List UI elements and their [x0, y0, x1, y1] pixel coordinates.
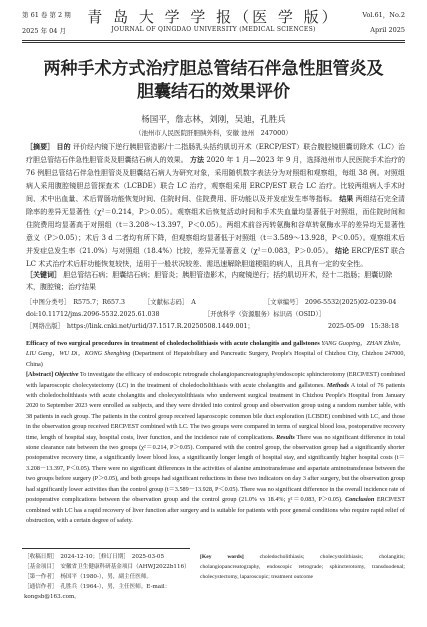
journal-title-cn: 青 岛 大 学 学 报（医 学 版） — [87, 8, 340, 26]
en-conclusion: ERCP/EST combined with LC has a rapid recovery of liver function after surgery and is suitable for patients with poor general conditions who require rapid relief of obstruction, with a certain degree of safety. — [26, 496, 406, 524]
title-line-1: 两种手术方式治疗胆总管结石伴急性胆管炎及 — [43, 59, 384, 79]
results-label: 结果 — [339, 195, 354, 203]
keywords-en: [Key words] choledocholithiasis; cholecystolithiasis; cholangitis; cholangiopancreatography, endoscopic retrograde; sphincterotomy, transduodenal; cholecystectomy, laparoscopic; treatment outcome — [200, 554, 405, 580]
en-authors: YANG Guoping，ZHAN Zhilin，LIU Gang，WU Di，KONG Shengbing — [26, 340, 405, 358]
abstract-en: Efficacy of two surgical procedures in treatment of choledocholithiasis with acute cholangitis and gallstones YANG Guoping，ZHAN Zhilin，LIU Gang，WU Di，KONG Shengbing (Department of Hepatobiliary and Pancreatic Surgery, People's Hospital of Chizhou City, Chizhou 247000, China) [Abstract] Objective To investigate the efficacy of endoscopic retrograde cholangiopancreatography/endoscopic sphincterotomy (ERCP/EST) combined with laparoscopic cholecystectomy (LC) in the treatment of choledocholithiasis with acute cholangitis and gallstones. Methods A total of 76 patients with choledocholithiasis with acute cholangitis and cholecystolithiasis who underwent surgical treatment in Chizhou People's Hospital from January 2020 to September 2023 were enrolled as subjects, and they were divided into control group and observation group using a random number table, with 38 patients in each group. The patients in the control group received laparoscopic common bile duct exploration (LCBDE) combined with LC, and those in the observation group received ERCP/EST combined with LC. The two groups were compared in terms of surgical blood loss, postoperative recovery time, length of hospital stay, hospital costs, liver function, and the incidence rate of complications. Results There was no significant difference in total stone clearance rate between the two groups (χ²＝0.214, P＞0.05). Compared with the control group, the observation group had a significantly shorter postoperative recovery time, a significantly lower blood loss, a significantly longer length of hospital stay, and significantly higher hospital costs (t＝3.208－13.397, P＜0.05). There were no significant differences in the activities of alanine aminotransferase and aspartate aminotransferase between the two groups before surgery (P＞0.05), and both groups had significant reductions in these two indicators on day 3 after surgery, but the observation group had significantly lower activities than the control group (t＝3.589－13.928, P＜0.05). There was no significant difference in the overall incidence rate of postoperative complications between the observation group and the control group (21.0% vs 18.4%; χ²＝0.083, P＞0.05). Conclusion ERCP/EST combined with LC has a rapid recovery of liver function after surgery and is suitable for patients with poor general conditions who require rapid relief of obstruction, with a certain degree of safety. — [26, 340, 406, 524]
keywords-cn — [26, 269, 405, 293]
first-author: ［第一作者］ 杨国平（1980-），男，副主任医师。 — [24, 574, 152, 580]
en-keywords: choledocholithiasis; cholecystolithiasis; cholangitis; cholangiopancreatography, endoscopic retrograde; sphincterotomy, transduodenal; cholecystectomy, laparoscopic; treatment outcome — [200, 554, 405, 580]
en-results: There was no significant difference in total stone clearance rate between the two groups (χ²＝0.214, P＞0.05). Compared with the control group, the observation group had a significantly shorter postoperative recovery time, a significantly lower blood loss, a significantly longer length of hospital stay, and significantly higher hospital costs (t＝3.208－13.397, P＜0.05). There were no significant differences in the activities of alanine aminotransferase and aspartate aminotransferase between the two groups before surgery (P＞0.05), and both groups had significant reductions in these two indicators on day 3 after surgery, but the observation group had significantly lower activities than the control group (t＝3.589－13.928, P＜0.05). There was no significant difference in the overall incidence rate of postoperative complications between the observation group and the control group (21.0% vs 18.4%; χ²＝0.083, P＞0.05). — [26, 433, 405, 504]
header-rule-thin — [22, 42, 405, 43]
keywords-label: ［关键词］ — [26, 270, 61, 279]
article-meta — [26, 297, 405, 333]
abstract-cn — [26, 141, 405, 271]
methods-text: 2020 年 1 月—2023 年 9 月，选择池州市人民医院手术治疗的 76 例胆总管结石伴急性胆管炎及胆囊结石病人为研究对象，采用随机数字表法分为对照组和观察组，每组 38 例。对照组病人采用腹腔镜胆总管探查术（LCBDE）联合 LC 治疗，观察组采用 ERCP/EST 联合 LC 治疗。比较两组病人手术时间、术中出血量、术后胃肠功能恢复时间、住院时间、住院费用、肝功能以及并发症发生率等指标。 — [26, 156, 406, 203]
methods-label: 方法 — [190, 156, 205, 164]
article-number: ［文章编号］ 2096-5532(2025)02-0239-04 — [264, 299, 397, 306]
en-objective: To investigate the efficacy of endoscopic retrograde cholangiopancreatography/endoscopic sphincterotomy (ERCP/EST) combined with laparoscopic cholecystectomy (LC) in the treatment of choledocholithiasis with acute cholangitis and gallstones. — [26, 371, 406, 389]
osid-label: ［开放科学（资源服务）标识码（OSID）］ — [204, 311, 325, 318]
en-methods: A total of 76 patients with choledocholithiasis with acute cholangitis and cholecystolithiasis who underwent surgical treatment in Chizhou People's Hospital from January 2020 to September 2023 were enrolled as subjects, and they were divided into control group and observation group using a random number table, with 38 patients in each group. The patients in the control group received laparoscopic common bile duct exploration (LCBDE) combined with LC, and those in the observation group received ERCP/EST combined with LC. The two groups were compared in terms of surgical blood loss, postoperative recovery time, length of hospital stay, hospital costs, liver function, and the incidence rate of complications. — [26, 381, 405, 441]
document-code: ［文献标志码］ A — [144, 299, 196, 306]
received-date: ［收稿日期］ 2024-12-10；［修订日期］ 2025-03-05 — [24, 554, 165, 560]
clc-number: ［中图分类号］ R575.7；R657.3 — [26, 299, 126, 306]
online-url[interactable]: ［网络出版］ https://link.cnki.net/urlid/37.1517.R.20250508.1449.001； — [26, 323, 254, 330]
article-title — [30, 58, 397, 104]
date-cn: 2025 年 04 月 — [22, 27, 67, 35]
footnotes — [24, 552, 194, 602]
volume-en: Vol.61，No.2 — [362, 11, 405, 19]
objective-label: 目的 — [56, 143, 71, 151]
authors: 杨国平，詹志林，刘刚，吴迪，孔胜兵 — [141, 115, 286, 125]
conclusion-label: 结论 — [334, 247, 350, 255]
objective-text: 评价经内镜下逆行胰胆管造影/十二指肠乳头括约肌切开术（ERCP/EST）联合腹腔镜胆囊切除术（LC）治疗胆总管结石伴急性胆管炎及胆囊结石病人的效果。 — [26, 143, 405, 164]
en-affiliation: (Department of Hepatobiliary and Pancreatic Surgery, People's Hospital of Chizhou City, Chizhou 247000, China) — [26, 350, 406, 368]
results-text: 两组结石完全清除率的差异无显著性（χ²＝0.214，P＞0.05）。观察组术后恢复活动时间和手术失血量均显著低于对照组，而住院时间和住院费用均显著高于对照组（t＝3.208～13.397，P＜0.05）。两组术前谷丙转氨酶和谷草转氨酶水平的差异均无显著性意义（P＞0.05）；术后 3 d 二者均有所下降，但观察组均显著低于对照组（t＝3.589～13.928，P＜0.05）。观察组术后并发症总发生率（21.0%）与对照组（18.4%）比较，差异无显著意义（χ²＝0.083，P＞0.05）。 — [26, 195, 406, 255]
date-en: April 2025 — [370, 26, 405, 34]
footnote-rule — [22, 548, 190, 549]
affiliation: （池州市人民医院肝胆胰外科，安徽 池州 247000） — [135, 129, 292, 137]
fund-project: ［基金项目］ 安徽省卫生健康科研基金项目（AHWJ2022b116） — [24, 564, 190, 570]
keywords-text: 胆总管结石病；胆囊结石病；胆管炎；胰胆管造影术，内窥镜逆行；括约肌切开术，经十二指肠；胆囊切除术，腹腔镜；治疗结果 — [26, 271, 393, 291]
corresponding-author: ［通信作者］ 孔胜兵（1964-），男，主任医师。E-mail：kongsb@163.com。 — [24, 584, 171, 600]
journal-title-en: JOURNAL OF QINGDAO UNIVERSITY (MEDICAL SCIENCES) — [111, 26, 316, 33]
abstract-label: ［摘要］ — [26, 143, 55, 151]
header-rule-thick — [22, 40, 405, 41]
doi[interactable]: doi:10.11712/jms.2096-5532.2025.61.038 — [26, 311, 160, 318]
running-header — [22, 6, 405, 40]
en-title: Efficacy of two surgical procedures in treatment of choledocholithiasis with acute cholangitis and gallstones — [26, 340, 320, 347]
title-line-2: 胆囊结石的效果评价 — [137, 82, 290, 102]
online-date: 2025-05-09 15:38:18 — [328, 323, 399, 330]
conclusion-text: ERCP/EST 联合 LC 术式治疗术后肝功能恢复较快，适用于一般状况较差、需迅速解除胆道梗阻的病人，且具有一定的安全性。 — [26, 247, 405, 268]
volume-cn: 第 61 卷 第 2 期 — [22, 11, 71, 19]
